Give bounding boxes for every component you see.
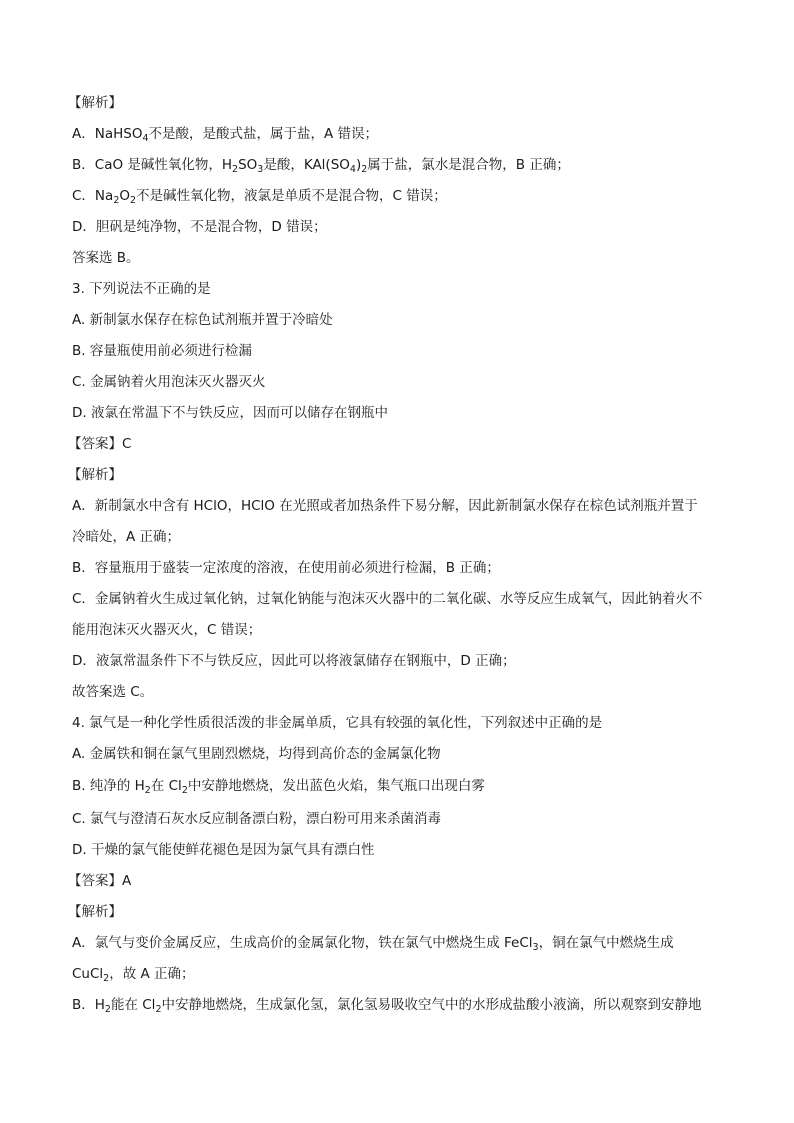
conclusion: 故答案选 C。 — [72, 684, 154, 700]
option-a: A. 新制氯水保存在棕色试剂瓶并置于冷暗处 — [72, 312, 333, 328]
option-d: D. 液氯在常温下不与铁反应，因而可以储存在钢瓶中 — [72, 405, 388, 421]
question-stem: 4. 氯气是一种化学性质很活泼的非金属单质，它具有较强的氧化性，下列叙述中正确的是 — [72, 715, 603, 731]
analysis-line: A．新制氯水中含有 HClO，HClO 在光照或者加热条件下易分解，因此新制氯水保存在棕色试剂瓶并置于 — [72, 498, 698, 514]
analysis-line: 能用泡沫灭火器灭火，C 错误； — [72, 622, 262, 638]
analysis-label: 【解析】 — [68, 95, 122, 111]
analysis-line: B．$H_2$能在 $Cl_2$中安静地燃烧，生成氯化氢，氯化氢易吸收空气中的水形成盐酸小液滴，所以观察到安静地 — [72, 997, 702, 1015]
conclusion: 答案选 B。 — [72, 250, 140, 266]
analysis-label: 【解析】 — [68, 467, 122, 483]
option-b: B. 纯净的 $H_2$在 $Cl_2$中安静地燃烧，发出蓝色火焰，集气瓶口出现白雾 — [72, 778, 485, 796]
analysis-line-d: D．胆矾是纯净物，不是混合物，D 错误； — [72, 219, 327, 235]
analysis-line-b: B．CaO 是碱性氧化物，$H_2SO_3$是酸，$KAl(SO_4)_2$属于盐，氯水是混合物，B 正确； — [72, 157, 570, 175]
analysis-line-a: A．NaHSO$_4$不是酸，是酸式盐，属于盐，A 错误； — [72, 126, 379, 144]
option-a: A. 金属铁和铜在氯气里剧烈燃烧，均得到高价态的金属氯化物 — [72, 746, 441, 762]
analysis-line: D．液氯常温条件下不与铁反应，因此可以将液氯储存在钢瓶中，D 正确； — [72, 653, 516, 669]
analysis-line: A．氯气与变价金属反应，生成高价的金属氯化物，铁在氯气中燃烧生成 FeCl$_3$，铜在氯气中燃烧生成 — [72, 935, 674, 953]
option-c: C. 氯气与澄清石灰水反应制备漂白粉，漂白粉可用来杀菌消毒 — [72, 811, 442, 827]
answer: 【答案】A — [68, 873, 132, 889]
analysis-line: 冷暗处，A 正确； — [72, 529, 181, 545]
analysis-line-c: C．$Na_2O_2$不是碱性氧化物，液氯是单质不是混合物，C 错误； — [72, 188, 447, 206]
question-stem: 3. 下列说法不正确的是 — [72, 281, 211, 297]
answer: 【答案】C — [68, 436, 132, 452]
analysis-line: C．金属钠着火生成过氧化钠，过氧化钠能与泡沫灭火器中的二氧化碳、水等反应生成氧气，因此钠着火不 — [72, 591, 703, 607]
option-d: D. 干燥的氯气能使鲜花褪色是因为氯气具有漂白性 — [72, 842, 375, 858]
analysis-label: 【解析】 — [68, 904, 122, 920]
analysis-line: B．容量瓶用于盛装一定浓度的溶液，在使用前必须进行检漏，B 正确； — [72, 560, 500, 576]
option-c: C. 金属钠着火用泡沫灭火器灭火 — [72, 374, 266, 390]
option-b: B. 容量瓶使用前必须进行检漏 — [72, 343, 252, 359]
analysis-line: CuCl$_2$，故 A 正确； — [72, 966, 195, 984]
